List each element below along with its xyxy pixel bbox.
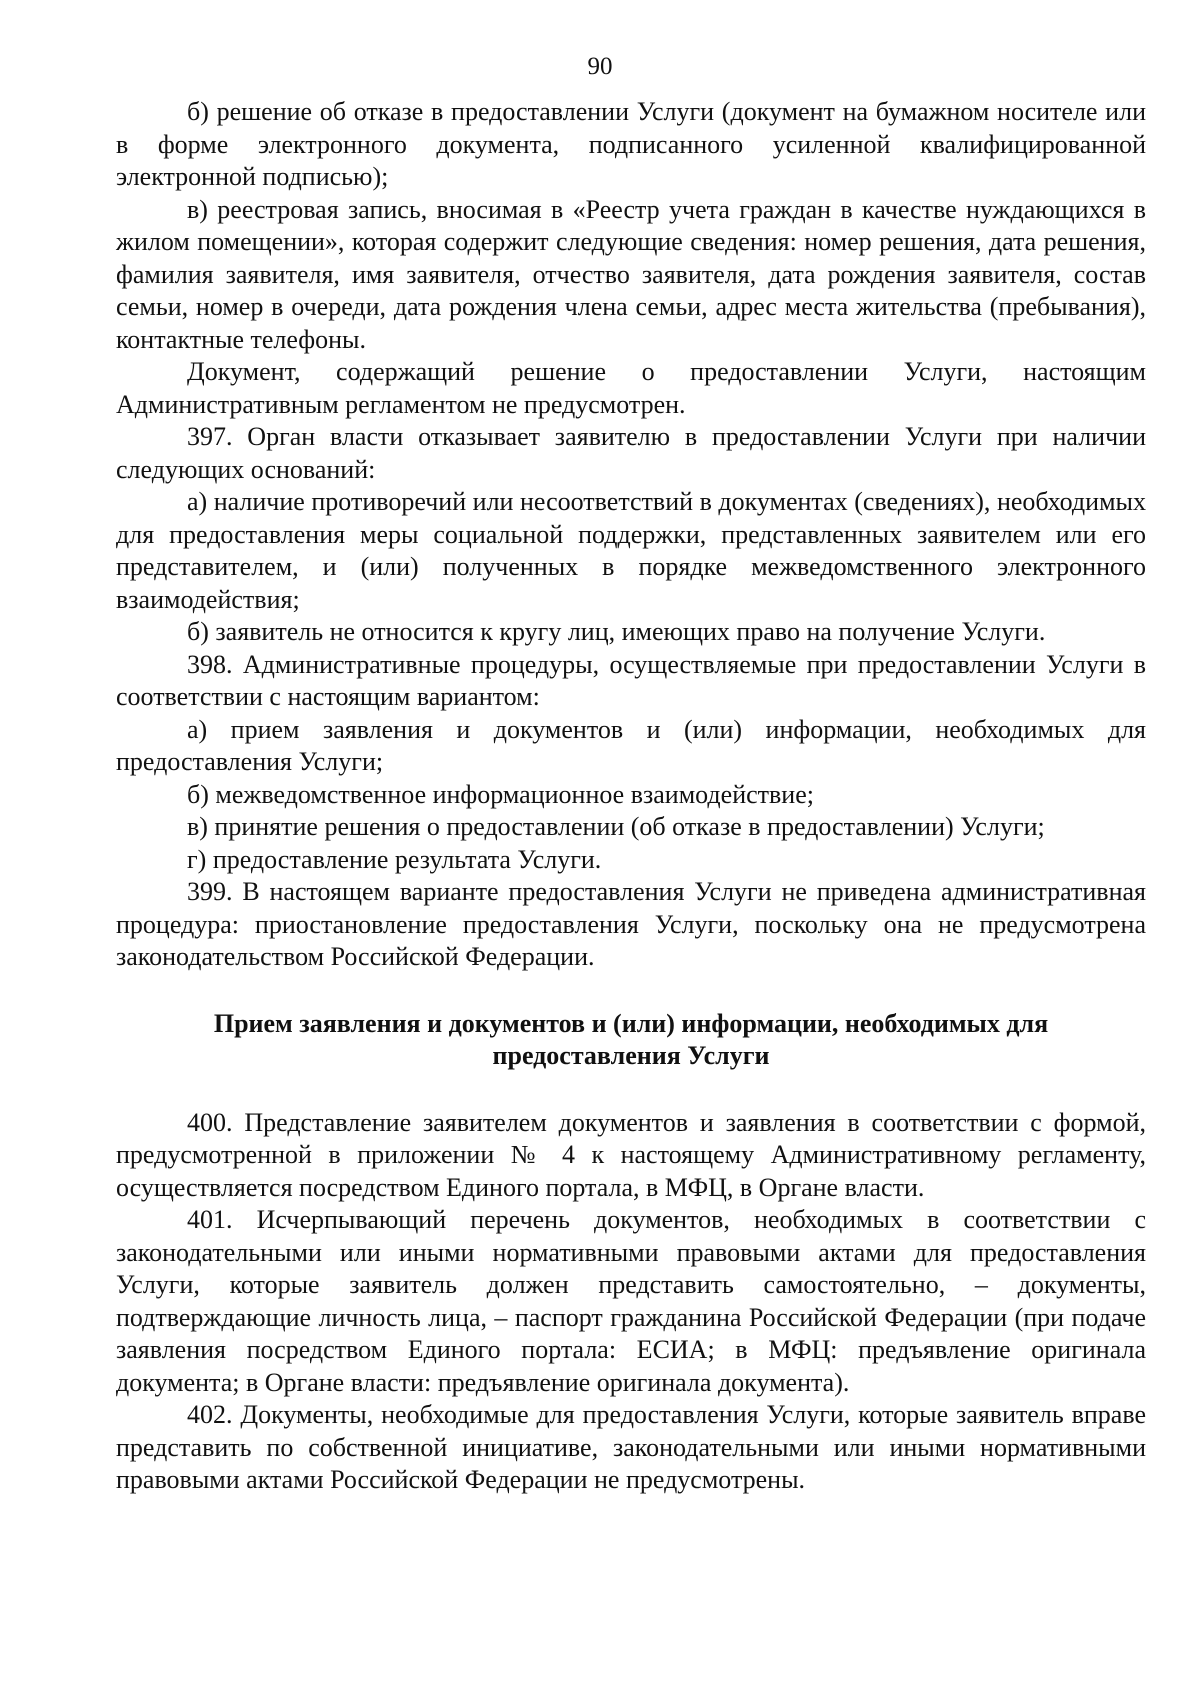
paragraph-398-d: г) предоставление результата Услуги.: [187, 844, 602, 874]
paragraph-400: 400. Представление заявителем документов и заявления в соответствии с формой, предусмотренной в приложении № 4 к настоящему Административному регламенту, осуществляется посредством Единого портала, в МФЦ, в Органе власти.: [116, 1107, 1146, 1202]
paragraph-401: 401. Исчерпывающий перечень документов, необходимых в соответствии с законодательными или иными нормативными правовыми актами для предоставления Услуги, которые заявитель должен представить самостоятельно, – документы, подтверждающие личность лица, – паспорт гражданина Российской Федерации (при подаче заявления посредством Единого портала: ЕСИА; в МФЦ: предъявление оригинала документа; в Органе власти: предъявление оригинала документа).: [116, 1205, 1146, 1397]
page-number: 90: [587, 53, 613, 80]
paragraph-registry-record: в) реестровая запись, вносимая в «Реестр учета граждан в качестве нуждающихся в жилом помещении», которая содержит следующие сведения: номер решения, дата решения, фамилия заявителя, имя заявителя, отчество заявителя, дата рождения заявителя, состав семьи, номер в очереди, дата рождения члена семьи, адрес места жительства (пребывания), контактные телефоны.: [116, 194, 1146, 354]
paragraph-397-b: б) заявитель не относится к кругу лиц, имеющих право на получение Услуги.: [187, 617, 1046, 646]
paragraph-397-a: а) наличие противоречий или несоответствий в документах (сведениях), необходимых для предоставления меры социальной поддержки, представленных заявителем или его представителем, и (или) полученных в порядке межведомственного электронного взаимодействия;: [116, 487, 1146, 614]
document-body: [116, 96, 1146, 1497]
paragraph-result-refusal: б) решение об отказе в предоставлении Услуги (документ на бумажном носителе или в форме электронного документа, подписанного усиленной квалифицированной электронной подписью);: [116, 97, 1146, 191]
paragraph-399: 399. В настоящем варианте предоставления Услуги не приведена административная процедура: приостановление предоставления Услуги, поскольку она не предусмотрена законодательством Российской Федерации.: [116, 877, 1146, 971]
paragraph-397: 397. Орган власти отказывает заявителю в предоставлении Услуги при наличии следующих оснований:: [116, 422, 1146, 484]
paragraph-398-b: б) межведомственное информационное взаимодействие;: [187, 779, 814, 809]
section-heading: Прием заявления и документов и (или) информации, необходимых для предоставления Услуги: [213, 1008, 1049, 1070]
paragraph-398-c: в) принятие решения о предоставлении (об отказе в предоставлении) Услуги;: [187, 812, 1045, 841]
paragraph-402: 402. Документы, необходимые для предоставления Услуги, которые заявитель вправе представить по собственной инициативе, законодательными или иными нормативными правовыми актами Российской Федерации не предусмотрены.: [116, 1400, 1146, 1494]
paragraph-decision-document: Документ, содержащий решение о предоставлении Услуги, настоящим Административным регламентом не предусмотрен.: [116, 357, 1146, 419]
paragraph-398-a: а) прием заявления и документов и (или) информации, необходимых для предоставления Услуги;: [116, 714, 1146, 776]
paragraph-398: 398. Административные процедуры, осуществляемые при предоставлении Услуги в соответствии с настоящим вариантом:: [116, 649, 1146, 711]
